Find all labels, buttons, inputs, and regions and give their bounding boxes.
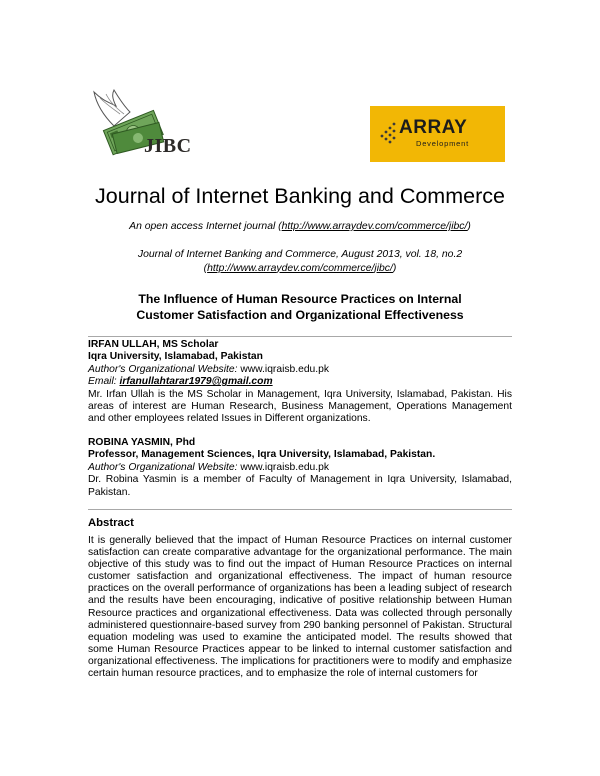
- paper-title-line-2: Customer Satisfaction and Organizational Effectiveness: [136, 308, 464, 322]
- citation-close: ): [392, 262, 397, 274]
- array-logo-text: ARRAY: [399, 117, 468, 138]
- open-access-line: [0, 221, 600, 232]
- author-1-website-label: Author's Organizational Website:: [88, 363, 238, 375]
- array-logo-subtext: Development: [416, 139, 469, 148]
- journal-url-link[interactable]: http://www.arraydev.com/commerce/jibc/: [281, 221, 468, 232]
- author-2-block: [88, 437, 512, 499]
- author-1-affiliation: Iqra University, Islamabad, Pakistan: [88, 351, 263, 363]
- jibc-logo: [92, 88, 204, 164]
- array-development-logo: [370, 106, 505, 162]
- author-2-affiliation: Professor, Management Sciences, Iqra University, Islamabad, Pakistan.: [88, 449, 436, 461]
- author-1-block: [88, 339, 512, 426]
- citation-url-link[interactable]: http://www.arraydev.com/commerce/jibc/: [207, 262, 393, 274]
- journal-title: Journal of Internet Banking and Commerce: [95, 184, 505, 208]
- citation: [0, 248, 600, 275]
- citation-line: Journal of Internet Banking and Commerce, August 2013, vol. 18, no.2: [137, 249, 463, 260]
- author-1-email-label: Email:: [88, 376, 120, 388]
- open-access-suffix: ): [467, 221, 471, 232]
- author-1-website: www.iqraisb.edu.pk: [237, 363, 330, 375]
- author-1-email-link[interactable]: irfanullahtarar1979@gmail.com: [119, 376, 273, 388]
- paper-title-line-1: The Influence of Human Resource Practices on Internal: [138, 292, 462, 306]
- jibc-logo-text: JIBC: [144, 135, 192, 157]
- author-2-website: www.iqraisb.edu.pk: [237, 461, 330, 473]
- author-2-website-label: Author's Organizational Website:: [88, 461, 238, 473]
- divider: [88, 336, 512, 337]
- author-2-name: ROBINA YASMIN, Phd: [88, 437, 196, 448]
- author-1-bio: Mr. Irfan Ullah is the MS Scholar in Management, Iqra University, Islamabad, Pakistan. His areas of interest are Human Research, Business Management, Operations Management and other employees related Issues in Different organizations.: [88, 388, 512, 425]
- abstract-heading: Abstract: [88, 517, 134, 529]
- divider: [88, 509, 512, 510]
- abstract-text: It is generally believed that the impact of Human Resource Practices on internal customer satisfaction can create comparative advantage for the organizational performance. The main objective of this study was to find out the impact of Human Resource Practices on internal customer satisfaction and organizational effectiveness. The impact of human resource practices on the overall performance of organizations has been a leading subject of research and the results have been encouraging, indicative of positive relationship between Human Resource practices and organizational effectiveness. Data was collected through personally administered questionnaire-based survey from 290 banking personnel of Pakistan. Structural equation modeling was used to examine the anticipated model. The results showed that some Human Resource Practices appear to be linked to internal customer satisfaction and organizational effectiveness. The implications for practitioners were to modify and emphasize certain human resource practices, and to emphasize the role of internal customers for: [88, 535, 512, 680]
- paper-title: [0, 291, 600, 323]
- citation-open: (: [203, 262, 208, 274]
- author-1-name: IRFAN ULLAH, MS Scholar: [88, 339, 219, 350]
- open-access-prefix: An open access Internet journal (: [129, 221, 282, 232]
- author-2-bio: Dr. Robina Yasmin is a member of Faculty of Management in Iqra University, Islamabad, Pakistan.: [88, 474, 512, 498]
